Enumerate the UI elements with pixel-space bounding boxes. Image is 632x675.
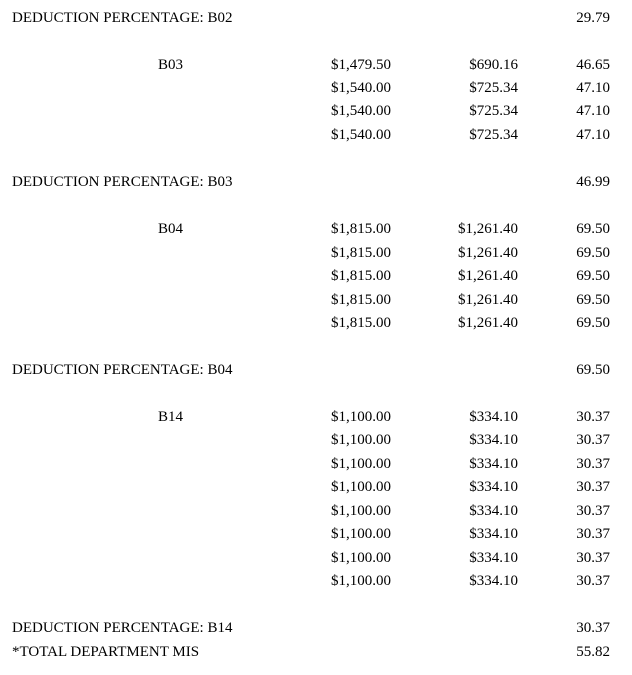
deduction-amount: $334.10	[469, 503, 518, 519]
deduction-percent: 30.37	[576, 503, 610, 519]
gross-amount: $1,479.50	[331, 57, 391, 73]
deduction-amount: $334.10	[469, 479, 518, 495]
deduction-percent: 69.50	[576, 292, 610, 308]
table-row	[0, 501, 632, 521]
summary-label: DEDUCTION PERCENTAGE: B02	[12, 10, 233, 26]
table-row	[0, 219, 632, 239]
summary-value: 29.79	[576, 10, 610, 26]
summary-value: 69.50	[576, 362, 610, 378]
deduction-percent: 47.10	[576, 80, 610, 96]
table-row	[0, 548, 632, 568]
table-row	[0, 78, 632, 98]
table-row	[0, 243, 632, 263]
table-row	[0, 430, 632, 450]
deduction-percent: 69.50	[576, 245, 610, 261]
deduction-amount: $1,261.40	[458, 315, 518, 331]
deduction-amount: $1,261.40	[458, 268, 518, 284]
summary-row-b03	[0, 172, 632, 192]
table-row	[0, 477, 632, 497]
summary-row-b04	[0, 360, 632, 380]
deduction-percent: 30.37	[576, 526, 610, 542]
deduction-amount: $725.34	[469, 127, 518, 143]
table-row	[0, 125, 632, 145]
summary-value: 30.37	[576, 620, 610, 636]
table-row	[0, 454, 632, 474]
group-code: B03	[158, 57, 184, 73]
group-code: B04	[158, 221, 184, 237]
gross-amount: $1,100.00	[331, 550, 391, 566]
gross-amount: $1,815.00	[331, 245, 391, 261]
summary-label: DEDUCTION PERCENTAGE: B03	[12, 174, 233, 190]
gross-amount: $1,815.00	[331, 268, 391, 284]
total-label: *TOTAL DEPARTMENT MIS	[12, 644, 200, 660]
summary-row-b14	[0, 618, 632, 638]
gross-amount: $1,540.00	[331, 103, 391, 119]
gross-amount: $1,100.00	[331, 432, 391, 448]
gross-amount: $1,540.00	[331, 80, 391, 96]
gross-amount: $1,540.00	[331, 127, 391, 143]
deduction-amount: $334.10	[469, 573, 518, 589]
deduction-percent: 69.50	[576, 221, 610, 237]
deduction-amount: $725.34	[469, 103, 518, 119]
summary-label: DEDUCTION PERCENTAGE: B04	[12, 362, 233, 378]
deduction-percent: 30.37	[576, 573, 610, 589]
gross-amount: $1,100.00	[331, 573, 391, 589]
deduction-amount: $1,261.40	[458, 245, 518, 261]
deduction-percent: 30.37	[576, 409, 610, 425]
deduction-amount: $334.10	[469, 526, 518, 542]
deduction-percent: 46.65	[576, 57, 610, 73]
deduction-percent: 69.50	[576, 268, 610, 284]
gross-amount: $1,815.00	[331, 292, 391, 308]
deduction-percent: 47.10	[576, 103, 610, 119]
table-row	[0, 571, 632, 591]
summary-label: DEDUCTION PERCENTAGE: B14	[12, 620, 233, 636]
table-row	[0, 266, 632, 286]
total-value: 55.82	[576, 644, 610, 660]
total-row	[0, 642, 632, 662]
table-row	[0, 524, 632, 544]
deduction-amount: $334.10	[469, 409, 518, 425]
gross-amount: $1,815.00	[331, 221, 391, 237]
deduction-percent: 47.10	[576, 127, 610, 143]
deduction-percent: 30.37	[576, 479, 610, 495]
deduction-percent: 30.37	[576, 456, 610, 472]
deduction-amount: $690.16	[469, 57, 518, 73]
table-row	[0, 101, 632, 121]
deduction-amount: $334.10	[469, 550, 518, 566]
table-row	[0, 407, 632, 427]
gross-amount: $1,100.00	[331, 409, 391, 425]
gross-amount: $1,100.00	[331, 503, 391, 519]
group-code: B14	[158, 409, 184, 425]
deduction-percent: 30.37	[576, 550, 610, 566]
table-row	[0, 55, 632, 75]
gross-amount: $1,815.00	[331, 315, 391, 331]
deduction-percent: 30.37	[576, 432, 610, 448]
table-row	[0, 313, 632, 333]
deduction-percent: 69.50	[576, 315, 610, 331]
summary-value: 46.99	[576, 174, 610, 190]
deduction-amount: $334.10	[469, 456, 518, 472]
deduction-amount: $1,261.40	[458, 221, 518, 237]
table-row	[0, 290, 632, 310]
deduction-amount: $725.34	[469, 80, 518, 96]
gross-amount: $1,100.00	[331, 526, 391, 542]
gross-amount: $1,100.00	[331, 456, 391, 472]
deduction-amount: $1,261.40	[458, 292, 518, 308]
gross-amount: $1,100.00	[331, 479, 391, 495]
summary-row-b02	[0, 8, 632, 28]
deduction-amount: $334.10	[469, 432, 518, 448]
